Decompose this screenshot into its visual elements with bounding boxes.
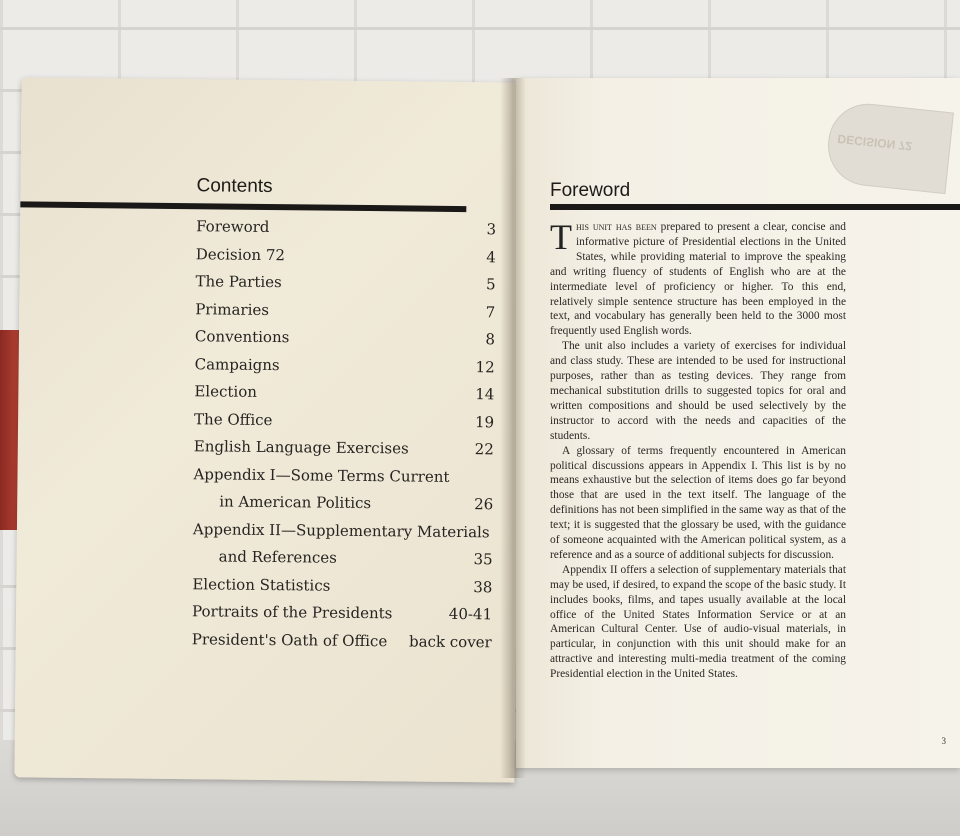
toc-entry — [195, 300, 495, 331]
toc-entry-page: 8 — [485, 330, 496, 349]
toc-entry — [194, 437, 494, 468]
toc-entry — [196, 245, 496, 276]
toc-entry-title: Appendix II—Supplementary Materials — [192, 519, 490, 541]
toc-entry-page: 5 — [485, 275, 496, 294]
toc-entry-title: The Office — [194, 409, 273, 429]
contents-heading: Contents — [196, 175, 273, 198]
toc-entry-page: 19 — [474, 412, 495, 431]
toc-entry-title: Campaigns — [194, 354, 280, 374]
toc-entry-title: The Parties — [195, 272, 282, 292]
toc-entry-page: 3 — [486, 220, 497, 239]
toc-entry-page: 14 — [475, 385, 495, 404]
book-spine-shadow — [500, 78, 526, 778]
toc-entry-page: 35 — [473, 550, 493, 569]
toc-entry-page: 40-41 — [448, 604, 493, 624]
toc-entry — [194, 355, 494, 386]
toc-entry — [195, 272, 495, 303]
toc-entry — [192, 575, 492, 606]
page-number: 3 — [941, 736, 946, 746]
toc-entry — [193, 520, 493, 551]
contents-rule — [20, 201, 466, 212]
toc-entry-title: in American Politics — [219, 492, 372, 513]
foreword-paragraph: The unit also includes a variety of exercises for individual and class study. These are intended to be used for instructional purposes, rather than as testing devices. They range from mechanical substitution drills to suggested topics for oral and written compositions and should be used selectively by the instructor to accord with the needs and capacities of the students. — [550, 340, 846, 442]
toc-entry-title: Decision 72 — [195, 244, 286, 264]
toc-entry-title: and References — [218, 547, 338, 567]
toc-entry-title: Appendix I—Some Terms Current — [193, 464, 450, 486]
toc-entry-title: Conventions — [194, 327, 290, 347]
decision-72-sticker — [824, 100, 954, 194]
paragraph-text: prepared to present a clear, concise and informative picture of Presidential elections in the United States, while providing material to improve the speaking and writing fluency of students of English who are at the intermediate level of proficiency or higher. To this end, relatively simple sentence structure has been employed in the text, and vocabulary has generally been held to the 3000 most frequently used English words. — [550, 221, 846, 338]
table-of-contents — [192, 217, 497, 660]
toc-entry-title: Portraits of the Presidents — [192, 602, 393, 623]
toc-entry — [194, 382, 494, 413]
toc-entry — [192, 602, 492, 633]
toc-entry-page: back cover — [408, 631, 492, 651]
toc-entry-title: President's Oath of Office — [191, 629, 388, 650]
sticker-label: DECISION 72 — [836, 131, 913, 154]
toc-entry-page: 26 — [474, 495, 494, 514]
toc-entry — [192, 547, 492, 578]
toc-entry-page: 7 — [485, 302, 496, 321]
foreword-paragraph: A glossary of terms frequently encountered in American political discussions appears in Appendix I. This list is by no means exhaustive but the selection of items does go far beyond those that are used in the text itself. The language of the definitions has not been simplified in the same way as that of the text; it is suggested that the glossary be used, with the guidance of someone acquainted with the American political system, as a reference and as a source of additional subjects for discussion. — [550, 444, 846, 561]
toc-entry-title: Foreword — [196, 217, 270, 237]
foreword-rule — [550, 204, 960, 210]
foreword-paragraph: Appendix II offers a selection of supplementary materials that may be used, if desired, to expand the scope of the basic study. It includes books, films, and tapes usually available at the local office of the United States Information Service or at an American Cultural Center. Use of audio-visual materials, in particular, in conjunction with this unit should make for an attractive and interesting multi-media treatment of the coming Presidential election in the United States. — [550, 563, 846, 681]
toc-entry — [195, 327, 495, 358]
toc-entry-title: Election — [194, 382, 258, 401]
bleed-through-text — [271, 138, 512, 175]
toc-entry-page: 4 — [486, 247, 496, 266]
toc-entry-page: 22 — [474, 440, 494, 459]
contents-page — [14, 77, 521, 782]
foreword-heading: Foreword — [550, 180, 631, 201]
drop-cap: T — [550, 217, 572, 257]
toc-entry — [194, 410, 494, 441]
foreword-body — [550, 217, 846, 682]
toc-entry — [196, 217, 496, 248]
toc-entry — [193, 465, 493, 496]
toc-entry — [192, 630, 492, 661]
toc-entry — [193, 492, 493, 523]
toc-entry-page: 38 — [473, 577, 493, 596]
foreword-page — [516, 78, 960, 768]
toc-entry-title: Election Statistics — [192, 574, 331, 595]
toc-entry-title: Primaries — [195, 299, 270, 319]
foreword-paragraph — [550, 217, 846, 339]
toc-entry-title: English Language Exercises — [193, 437, 409, 458]
lead-in: his unit has been — [576, 221, 657, 233]
toc-entry-page: 12 — [475, 357, 495, 376]
